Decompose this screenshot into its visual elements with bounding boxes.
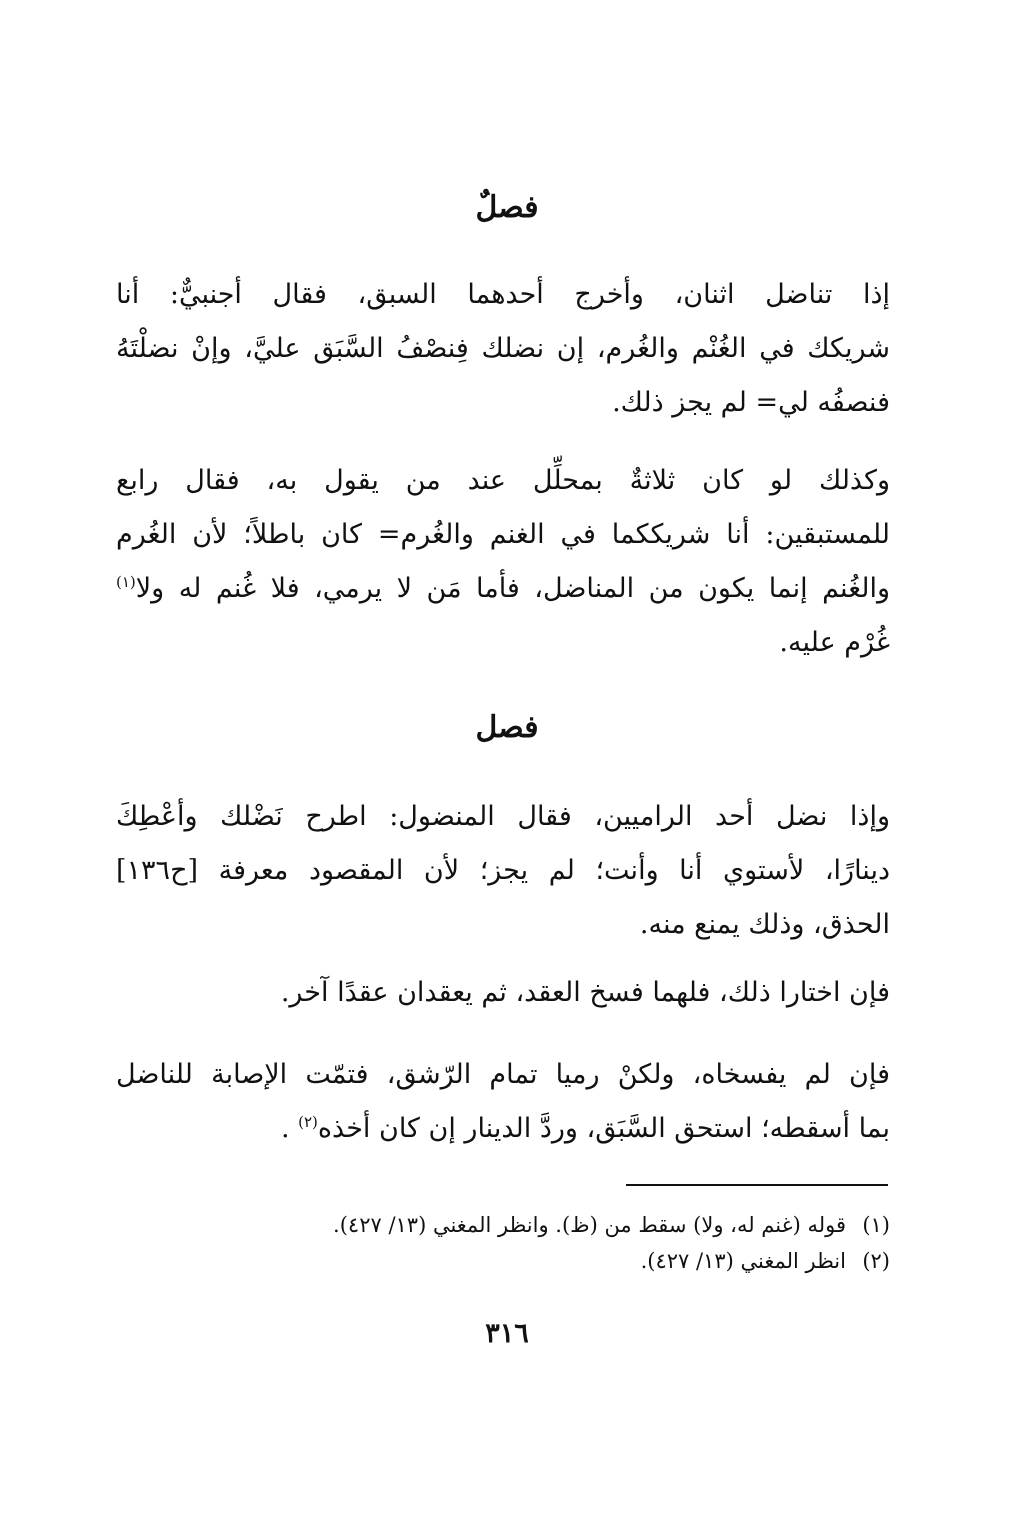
text-line-content: والغُنم إنما يكون من المناضل، فأما مَن لا يرمي، فلا غُنم له ولا	[135, 573, 890, 604]
footnote-1	[116, 1207, 890, 1243]
footnote-ref-2[interactable]: (٢)	[298, 1113, 318, 1131]
section-heading-1: فصلٌ	[475, 190, 539, 225]
footnotes	[116, 1207, 890, 1279]
text-line: شريكك في الغُنْم والغُرم، إن نضلك فِنصْفُ السَّبَق عليَّ، وإنْ نضلْتَهُ	[116, 333, 890, 364]
text-line: وإذا نضل أحد الراميين، فقال المنضول: اطرح نَضْلك وأعْطِكَ	[116, 801, 890, 832]
text-line: فنصفُه لي= لم يجز ذلك.	[612, 387, 890, 418]
paragraph-2	[116, 454, 890, 670]
text-line: فإن لم يفسخاه، ولكنْ رميا تمام الرّشق، فتمّت الإصابة للناضل	[116, 1059, 890, 1090]
footnote-2	[116, 1243, 890, 1279]
text-line-content: بما أسقطه؛ استحق السَّبَق، وردَّ الدينار إن كان أخذه	[317, 1113, 890, 1144]
footnote-number: (١)	[862, 1213, 890, 1237]
text-line: وكذلك لو كان ثلاثةٌ بمحلِّل عند من يقول به، فقال رابع	[116, 465, 890, 496]
text-line: دينارًا، لأستوي أنا وأنت؛ لم يجز؛ لأن المقصود معرفة [ح١٣٦]	[116, 855, 890, 886]
text-line: للمستبقين: أنا شريككما في الغنم والغُرم= كان باطلاً؛ لأن الغُرم	[116, 519, 890, 550]
text-line: الحذق، وذلك يمنع منه.	[639, 909, 890, 940]
text-line	[116, 562, 890, 616]
text-line: غُرْم عليه.	[779, 627, 890, 658]
paragraph-3	[116, 790, 890, 952]
footnote-number: (٢)	[862, 1249, 890, 1273]
text-line	[116, 1102, 890, 1156]
paragraph-5	[116, 1048, 890, 1156]
text-line-content: .	[280, 1113, 290, 1144]
page-number: ٣١٦	[485, 1318, 529, 1349]
paragraph-4	[116, 966, 890, 1020]
section-heading-2: فصل	[475, 710, 539, 745]
text-line: فإن اختارا ذلك، فلهما فسخ العقد، ثم يعقدان عقدًا آخر.	[280, 977, 890, 1008]
footnote-ref-1[interactable]: (١)	[116, 573, 136, 591]
footnote-separator	[626, 1184, 888, 1186]
footnote-text: انظر المغني (١٣/ ٤٢٧).	[640, 1249, 846, 1273]
paragraph-1	[116, 268, 890, 430]
text-line: إذا تناضل اثنان، وأخرج أحدهما السبق، فقال أجنبيٌّ: أنا	[116, 279, 890, 310]
footnote-text: قوله (غنم له، ولا) سقط من (ظ). وانظر المغني (١٣/ ٤٢٧).	[333, 1213, 846, 1237]
